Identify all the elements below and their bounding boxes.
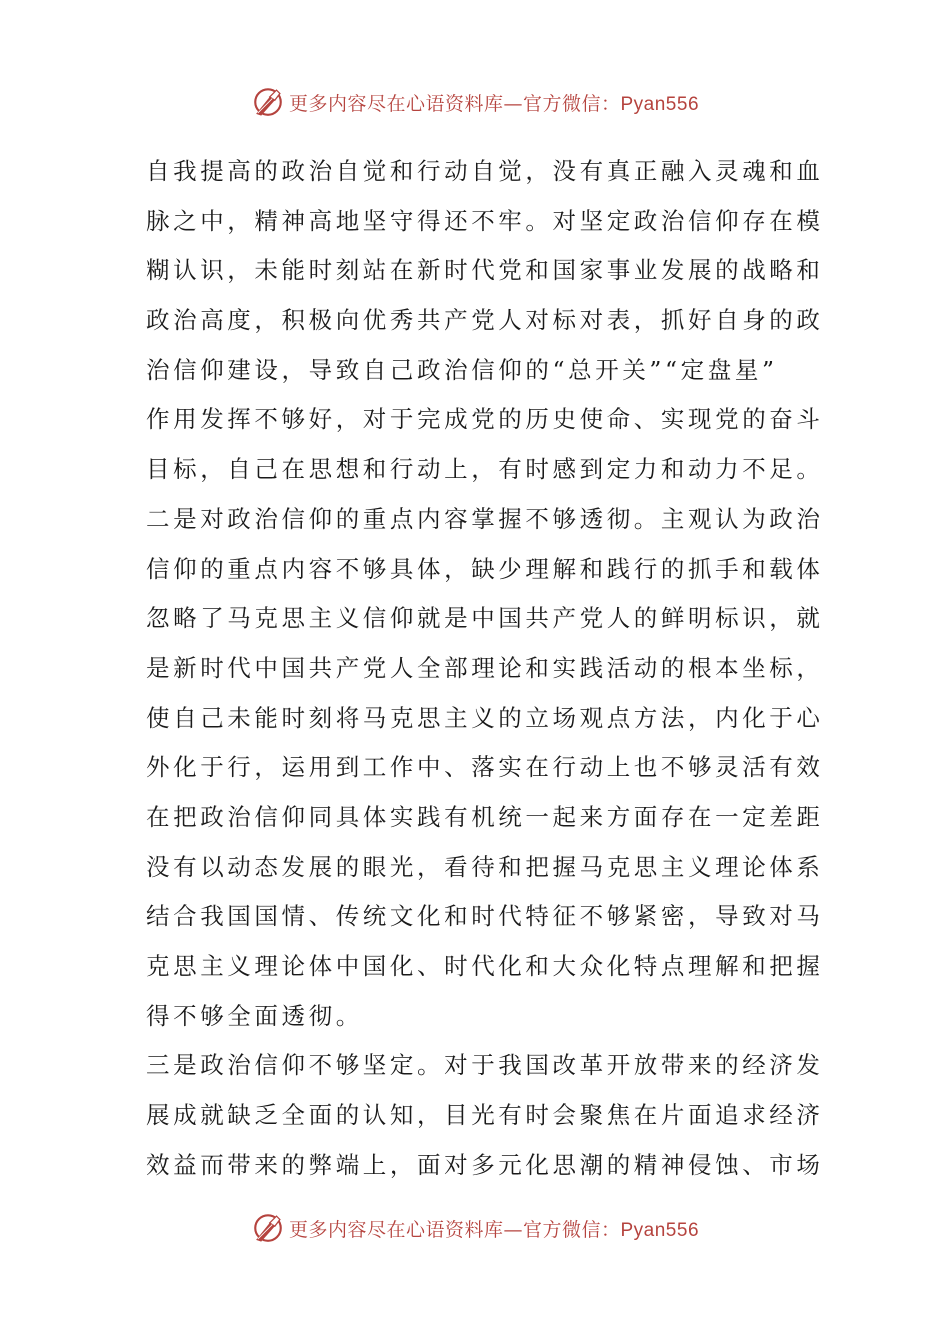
banner-text: 更多内容尽在心语资料库—官方微信：Pyan556 xyxy=(288,1218,700,1241)
banner-text: 更多内容尽在心语资料库—官方微信：Pyan556 xyxy=(288,92,700,115)
pen-nib-logo-icon xyxy=(251,1211,285,1245)
text-line: 在把政治信仰同具体实践有机统一起来方面存在一定差距 xyxy=(146,802,824,831)
text-line: 结合我国国情、传统文化和时代特征不够紧密，导致对马 xyxy=(146,902,824,931)
text-line: 克思主义理论体中国化、时代化和大众化特点理解和把握 xyxy=(146,952,824,980)
text-line: 治信仰建设，导致自己政治信仰的“总开关”“定盘星” xyxy=(146,355,778,384)
text-line: 没有以动态发展的眼光，看待和把握马克思主义理论体系 xyxy=(146,852,824,881)
text-line: 展成就缺乏全面的认知，目光有时会聚焦在片面追求经济 xyxy=(146,1101,824,1130)
text-line: 三是政治信仰不够坚定。对于我国改革开放带来的经济发 xyxy=(146,1051,824,1080)
text-line: 使自己未能时刻将马克思主义的立场观点方法，内化于心 xyxy=(146,703,824,732)
text-line: 忽略了马克思主义信仰就是中国共产党人的鲜明标识，就 xyxy=(146,604,824,633)
footer-banner xyxy=(0,1208,950,1248)
text-line: 效益而带来的弊端上，面对多元化思潮的精神侵蚀、市场 xyxy=(146,1150,824,1179)
text-line: 外化于行，运用到工作中、落实在行动上也不够灵活有效 xyxy=(146,753,824,782)
pen-nib-logo-icon xyxy=(251,85,285,119)
wechat-id: Pyan556 xyxy=(620,93,700,115)
wechat-id: Pyan556 xyxy=(620,1219,700,1241)
text-line: 目标，自己在思想和行动上，有时感到定力和动力不足。 xyxy=(146,455,824,484)
text-line: 作用发挥不够好，对于完成党的历史使命、实现党的奋斗 xyxy=(146,405,824,434)
text-line: 政治高度，积极向优秀共产党人对标对表，抓好自身的政 xyxy=(146,306,824,335)
text-line: 信仰的重点内容不够具体，缺少理解和践行的抓手和载体 xyxy=(146,554,824,583)
text-line: 得不够全面透彻。 xyxy=(146,1001,363,1030)
text-line: 自我提高的政治自觉和行动自觉，没有真正融入灵魂和血 xyxy=(146,157,824,185)
text-line: 是新时代中国共产党人全部理论和实践活动的根本坐标， xyxy=(146,653,824,682)
text-line: 二是对政治信仰的重点内容掌握不够透彻。主观认为政治 xyxy=(146,504,824,533)
document-body xyxy=(146,147,824,1190)
text-line: 脉之中，精神高地坚守得还不牢。对坚定政治信仰存在模 xyxy=(146,206,824,235)
text-line: 糊认识，未能时刻站在新时代党和国家事业发展的战略和 xyxy=(146,256,824,285)
header-banner xyxy=(0,82,950,122)
